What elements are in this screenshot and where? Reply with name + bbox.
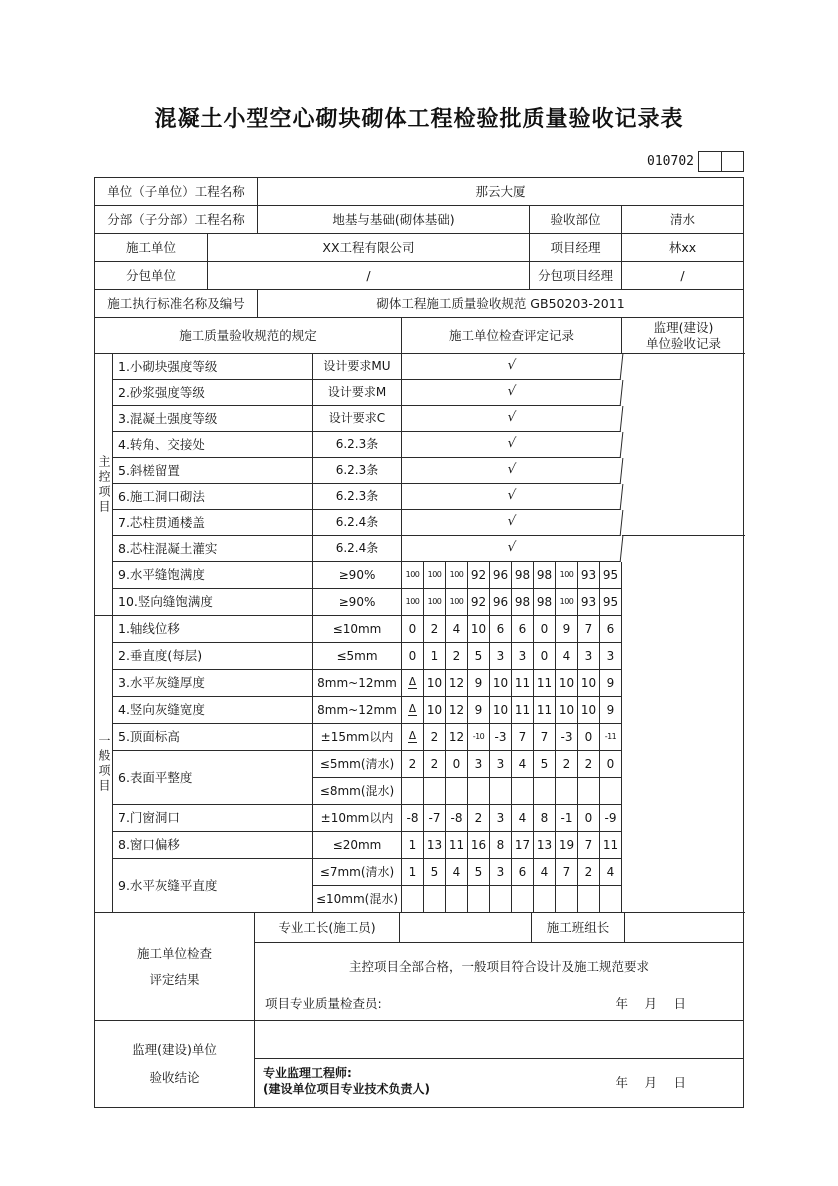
value-cell: 6 [511, 859, 533, 885]
requirement-value: ≤7mm(清水) [313, 859, 402, 886]
item-label: 7.门窗洞口 [113, 805, 313, 832]
requirement-value: ≤10mm(混水) [313, 886, 402, 913]
subcontractor-label: 分包单位 [95, 262, 208, 290]
measurement-cells [402, 697, 622, 724]
value-cell: 5 [467, 859, 489, 885]
value-cell: 0 [577, 805, 599, 831]
unit-name-value: 那云大厦 [258, 178, 743, 206]
check-mark: √ [401, 380, 624, 406]
value-cell: 3 [489, 751, 511, 777]
value-cell: 0 [408, 648, 417, 663]
value-cell [423, 778, 445, 804]
value-cell: 11 [599, 832, 621, 858]
value-cell: 3 [489, 805, 511, 831]
supervising-engineer-line2: (建设单位项目专业技术负责人) [263, 1082, 430, 1097]
value-cell: 7 [533, 724, 555, 750]
contractor-inspection-body [255, 913, 743, 1021]
measurement-cells [402, 778, 622, 805]
supervisor-column-header [622, 318, 745, 354]
check-mark: √ [401, 354, 624, 380]
item-label: 5.顶面标高 [113, 724, 313, 751]
unit-name-label: 单位（子单位）工程名称 [95, 178, 258, 206]
code-box [721, 152, 743, 171]
supervisor-acceptance-label-line2: 验收结论 [149, 1070, 200, 1085]
value-cell: -9 [599, 805, 621, 831]
value-cell [511, 778, 533, 804]
check-mark: √ [401, 484, 624, 510]
value-cell [402, 886, 423, 912]
item-label: 4.竖向灰缝宽度 [113, 697, 313, 724]
value-cell: 1 [408, 837, 417, 852]
quality-inspector-label: 项目专业质量检查员: [265, 996, 382, 1011]
item-label: 3.混凝土强度等级 [113, 406, 313, 432]
crew-leader-signature-cell [625, 913, 743, 943]
item-label: 2.垂直度(每层) [113, 643, 313, 670]
value-cell [402, 697, 423, 723]
value-cell: -7 [423, 805, 445, 831]
value-cell: 11 [511, 670, 533, 696]
value-cell [402, 724, 423, 750]
requirement-value: 8mm~12mm [313, 697, 402, 724]
info-row-unit [95, 178, 743, 206]
contractor-inspection-label-line2: 评定结果 [149, 971, 200, 987]
check-mark: √ [401, 510, 624, 536]
value-cell [402, 778, 423, 804]
value-cell: 100 [445, 589, 467, 615]
supervisor-acceptance-body [255, 1021, 743, 1107]
measurement-cells [402, 751, 622, 778]
acceptance-part-label: 验收部位 [530, 206, 622, 234]
value-cell: 100 [423, 589, 445, 615]
page-title: 混凝土小型空心砌块砌体工程检验批质量验收记录表 [154, 107, 684, 132]
code-box [699, 152, 721, 171]
value-cell: 2 [445, 643, 467, 669]
value-cell: 0 [533, 643, 555, 669]
item-label: 5.斜槎留置 [113, 458, 313, 484]
value-cell: 3 [489, 643, 511, 669]
item-label: 9.水平灰缝平直度 [113, 859, 313, 913]
measurement-cells [402, 886, 622, 913]
value-cell: 10 [577, 697, 599, 723]
check-mark: √ [401, 406, 624, 432]
contractor-value: XX工程有限公司 [208, 234, 530, 262]
value-cell: 11 [511, 697, 533, 723]
delta-mark: Δ [408, 675, 417, 688]
value-cell: 0 [408, 621, 417, 636]
requirement-value: ≥90% [313, 589, 402, 616]
value-cell: 11 [445, 832, 467, 858]
value-cell [599, 778, 621, 804]
info-row-subcontractor [95, 262, 743, 290]
value-cell: 2 [423, 751, 445, 777]
value-cell: -3 [489, 724, 511, 750]
foreman-row [255, 913, 743, 943]
value-cell: 11 [533, 697, 555, 723]
acceptance-part-value: 清水 [622, 206, 743, 234]
measurement-cells [402, 724, 622, 751]
value-cell: 5 [423, 859, 445, 885]
item-label: 1.小砌块强度等级 [113, 354, 313, 380]
main-control-section-label: 主控项目 [95, 354, 113, 616]
value-cell: 5 [467, 643, 489, 669]
requirement-value: 6.2.3条 [313, 458, 402, 484]
value-cell [402, 670, 423, 696]
value-cell: 98 [511, 562, 533, 588]
value-cell: 10 [423, 670, 445, 696]
item-label: 8.窗口偏移 [113, 832, 313, 859]
date-line: 年 月 日 [615, 1075, 688, 1090]
measurement-cells [402, 832, 622, 859]
contractor-label: 施工单位 [95, 234, 208, 262]
form-code-row [94, 151, 744, 172]
requirement-value: ±15mm以内 [313, 724, 402, 751]
requirement-value: ≤8mm(混水) [313, 778, 402, 805]
value-cell: -10 [467, 724, 489, 750]
value-cell [555, 778, 577, 804]
value-cell: -1 [555, 805, 577, 831]
standard-value: 砌体工程施工质量验收规范 GB50203-2011 [258, 290, 743, 318]
value-cell [555, 886, 577, 912]
supervisor-signature-area [255, 1059, 743, 1107]
value-cell: 100 [555, 562, 577, 588]
value-cell [533, 778, 555, 804]
value-cell: 6 [511, 616, 533, 642]
value-cell: 2 [555, 751, 577, 777]
value-cell: 0 [445, 751, 467, 777]
value-cell: 0 [577, 724, 599, 750]
value-cell [445, 778, 467, 804]
value-cell: 10 [467, 616, 489, 642]
delta-mark: Δ [408, 702, 417, 715]
foreman-label: 专业工长(施工员) [255, 913, 400, 943]
value-cell [511, 886, 533, 912]
requirement-value: ≥90% [313, 562, 402, 589]
item-label: 7.芯柱贯通楼盖 [113, 510, 313, 536]
value-cell: 2 [467, 805, 489, 831]
supervisor-header-line2: 单位验收记录 [645, 335, 721, 351]
project-manager-label: 项目经理 [530, 234, 622, 262]
supervisor-acceptance-section [95, 1021, 743, 1107]
requirement-value: 6.2.3条 [313, 484, 402, 510]
value-cell: 7 [577, 616, 599, 642]
requirement-value: 设计要求C [313, 406, 402, 432]
info-row-subsection [95, 206, 743, 234]
item-label: 10.竖向缝饱满度 [113, 589, 313, 616]
value-cell [489, 778, 511, 804]
value-cell [467, 886, 489, 912]
item-label: 3.水平灰缝厚度 [113, 670, 313, 697]
info-row-contractor [95, 234, 743, 262]
value-cell: 0 [599, 751, 621, 777]
measurement-cells [402, 670, 622, 697]
check-mark: √ [401, 536, 624, 562]
item-label: 4.转角、交接处 [113, 432, 313, 458]
subsection-name-label: 分部（子分部）工程名称 [95, 206, 258, 234]
value-cell: 100 [405, 570, 420, 579]
value-cell: 10 [489, 697, 511, 723]
value-cell: 5 [533, 751, 555, 777]
supervisor-conclusion-area [255, 1021, 743, 1059]
value-cell: 92 [467, 589, 489, 615]
value-cell: 3 [599, 643, 621, 669]
supervisor-acceptance-label-line1: 监理(建设)单位 [132, 1042, 217, 1058]
value-cell: 95 [599, 562, 621, 588]
value-cell [577, 778, 599, 804]
supervisor-record-cell [622, 354, 745, 536]
value-cell: 2 [423, 724, 445, 750]
requirement-value: ≤5mm(清水) [313, 751, 402, 778]
value-cell: 3 [489, 859, 511, 885]
measurement-cells [402, 805, 622, 832]
subsection-name-value: 地基与基础(砌体基础) [258, 206, 530, 234]
value-cell [489, 886, 511, 912]
subcontractor-value: / [208, 262, 530, 290]
requirement-value: ≤5mm [313, 643, 402, 670]
value-cell: 8 [489, 832, 511, 858]
requirement-value: 6.2.3条 [313, 432, 402, 458]
value-cell: -8 [445, 805, 467, 831]
value-cell: 6 [489, 616, 511, 642]
value-cell: 3 [511, 643, 533, 669]
value-cell: 92 [467, 562, 489, 588]
value-cell: 96 [489, 589, 511, 615]
item-label: 6.表面平整度 [113, 751, 313, 805]
requirement-value: ≤20mm [313, 832, 402, 859]
value-cell: 10 [423, 697, 445, 723]
value-cell: 10 [489, 670, 511, 696]
value-cell [467, 778, 489, 804]
value-cell: 2 [423, 616, 445, 642]
value-cell: 7 [511, 724, 533, 750]
measurement-cells [402, 562, 622, 589]
value-cell: 4 [445, 859, 467, 885]
requirement-value: 设计要求M [313, 380, 402, 406]
contractor-inspection-label [95, 913, 255, 1021]
item-label: 1.轴线位移 [113, 616, 313, 643]
value-cell: 13 [533, 832, 555, 858]
value-cell: 4 [533, 859, 555, 885]
code-entry-boxes [698, 151, 744, 172]
item-label: 9.水平缝饱满度 [113, 562, 313, 589]
value-cell: 0 [533, 616, 555, 642]
value-cell: 4 [445, 616, 467, 642]
value-cell: 2 [408, 756, 417, 771]
value-cell: 93 [577, 589, 599, 615]
supervisor-record-cell [622, 536, 745, 913]
value-cell: 13 [423, 832, 445, 858]
value-cell: 1 [408, 864, 417, 879]
conclusion-text: 主控项目全部合格，一般项目符合设计及施工规范要求 [348, 959, 649, 974]
value-cell: 4 [555, 643, 577, 669]
measurement-cells [402, 589, 622, 616]
value-cell: 10 [577, 670, 599, 696]
value-cell: 98 [533, 562, 555, 588]
sub-pm-label: 分包项目经理 [530, 262, 622, 290]
supervising-engineer-label [263, 1065, 430, 1097]
value-cell: 12 [445, 724, 467, 750]
value-cell: 12 [445, 670, 467, 696]
standard-label: 施工执行标准名称及编号 [95, 290, 258, 318]
value-cell: 17 [511, 832, 533, 858]
value-cell: 9 [555, 616, 577, 642]
contractor-inspection-label-line1: 施工单位检查 [136, 945, 212, 961]
value-cell: 100 [405, 597, 420, 606]
foreman-signature-cell [400, 913, 532, 943]
value-cell [599, 886, 621, 912]
value-cell: 19 [555, 832, 577, 858]
value-cell: 9 [599, 670, 621, 696]
measurement-cells [402, 859, 622, 886]
value-cell: 100 [445, 562, 467, 588]
spec-column-header: 施工质量验收规范的规定 [95, 318, 402, 354]
value-cell [445, 886, 467, 912]
general-section-label: 一般项目 [95, 616, 113, 913]
value-cell: 7 [577, 832, 599, 858]
value-cell: -8 [406, 810, 419, 825]
value-cell: 12 [445, 697, 467, 723]
value-cell: 3 [577, 643, 599, 669]
value-cell: 1 [423, 643, 445, 669]
item-label: 8.芯柱混凝土灌实 [113, 536, 313, 562]
requirement-value: 6.2.4条 [313, 536, 402, 562]
sub-pm-value: / [622, 262, 743, 290]
value-cell: 4 [599, 859, 621, 885]
value-cell: 9 [599, 697, 621, 723]
value-cell: 93 [577, 562, 599, 588]
value-cell: 2 [577, 751, 599, 777]
value-cell: 98 [533, 589, 555, 615]
value-cell: 95 [599, 589, 621, 615]
supervisor-acceptance-label [95, 1021, 255, 1107]
value-cell: 6 [599, 616, 621, 642]
record-column-header: 施工单位检查评定记录 [402, 318, 622, 354]
value-cell: -3 [555, 724, 577, 750]
requirement-value: 6.2.4条 [313, 510, 402, 536]
value-cell: 100 [555, 589, 577, 615]
value-cell: 9 [467, 670, 489, 696]
crew-leader-label: 施工班组长 [532, 913, 625, 943]
value-cell: 10 [555, 697, 577, 723]
value-cell: 96 [489, 562, 511, 588]
measurement-cells [402, 616, 622, 643]
value-cell [533, 886, 555, 912]
requirement-value: 设计要求MU [313, 354, 402, 380]
form-sheet [94, 0, 744, 1108]
record-form-table [94, 177, 744, 1108]
item-label: 6.施工洞口砌法 [113, 484, 313, 510]
value-cell: 11 [533, 670, 555, 696]
requirement-value: ±10mm以内 [313, 805, 402, 832]
value-cell [423, 886, 445, 912]
conclusion-area [255, 943, 743, 1021]
value-cell: 98 [511, 589, 533, 615]
project-manager-value: 林xx [622, 234, 743, 262]
inspection-grid [95, 318, 743, 913]
info-row-standard [95, 290, 743, 318]
requirement-value: 8mm~12mm [313, 670, 402, 697]
value-cell: 3 [467, 751, 489, 777]
check-mark: √ [401, 458, 624, 484]
value-cell: 8 [533, 805, 555, 831]
value-cell: -11 [599, 724, 621, 750]
date-line: 年 月 日 [615, 996, 688, 1011]
supervisor-header-line1: 监理(建设) [653, 319, 714, 335]
supervising-engineer-line1: 专业监理工程师: [263, 1066, 352, 1080]
requirement-value: ≤10mm [313, 616, 402, 643]
value-cell: 10 [555, 670, 577, 696]
delta-mark: Δ [408, 729, 417, 742]
item-label: 2.砂浆强度等级 [113, 380, 313, 406]
value-cell: 4 [511, 751, 533, 777]
value-cell: 2 [577, 859, 599, 885]
value-cell [577, 886, 599, 912]
check-mark: √ [401, 432, 624, 458]
value-cell: 4 [511, 805, 533, 831]
measurement-cells [402, 643, 622, 670]
value-cell: 7 [555, 859, 577, 885]
contractor-inspection-section [95, 913, 743, 1021]
value-cell: 9 [467, 697, 489, 723]
value-cell: 100 [423, 562, 445, 588]
value-cell: 16 [467, 832, 489, 858]
form-code: 010702 [647, 154, 694, 169]
